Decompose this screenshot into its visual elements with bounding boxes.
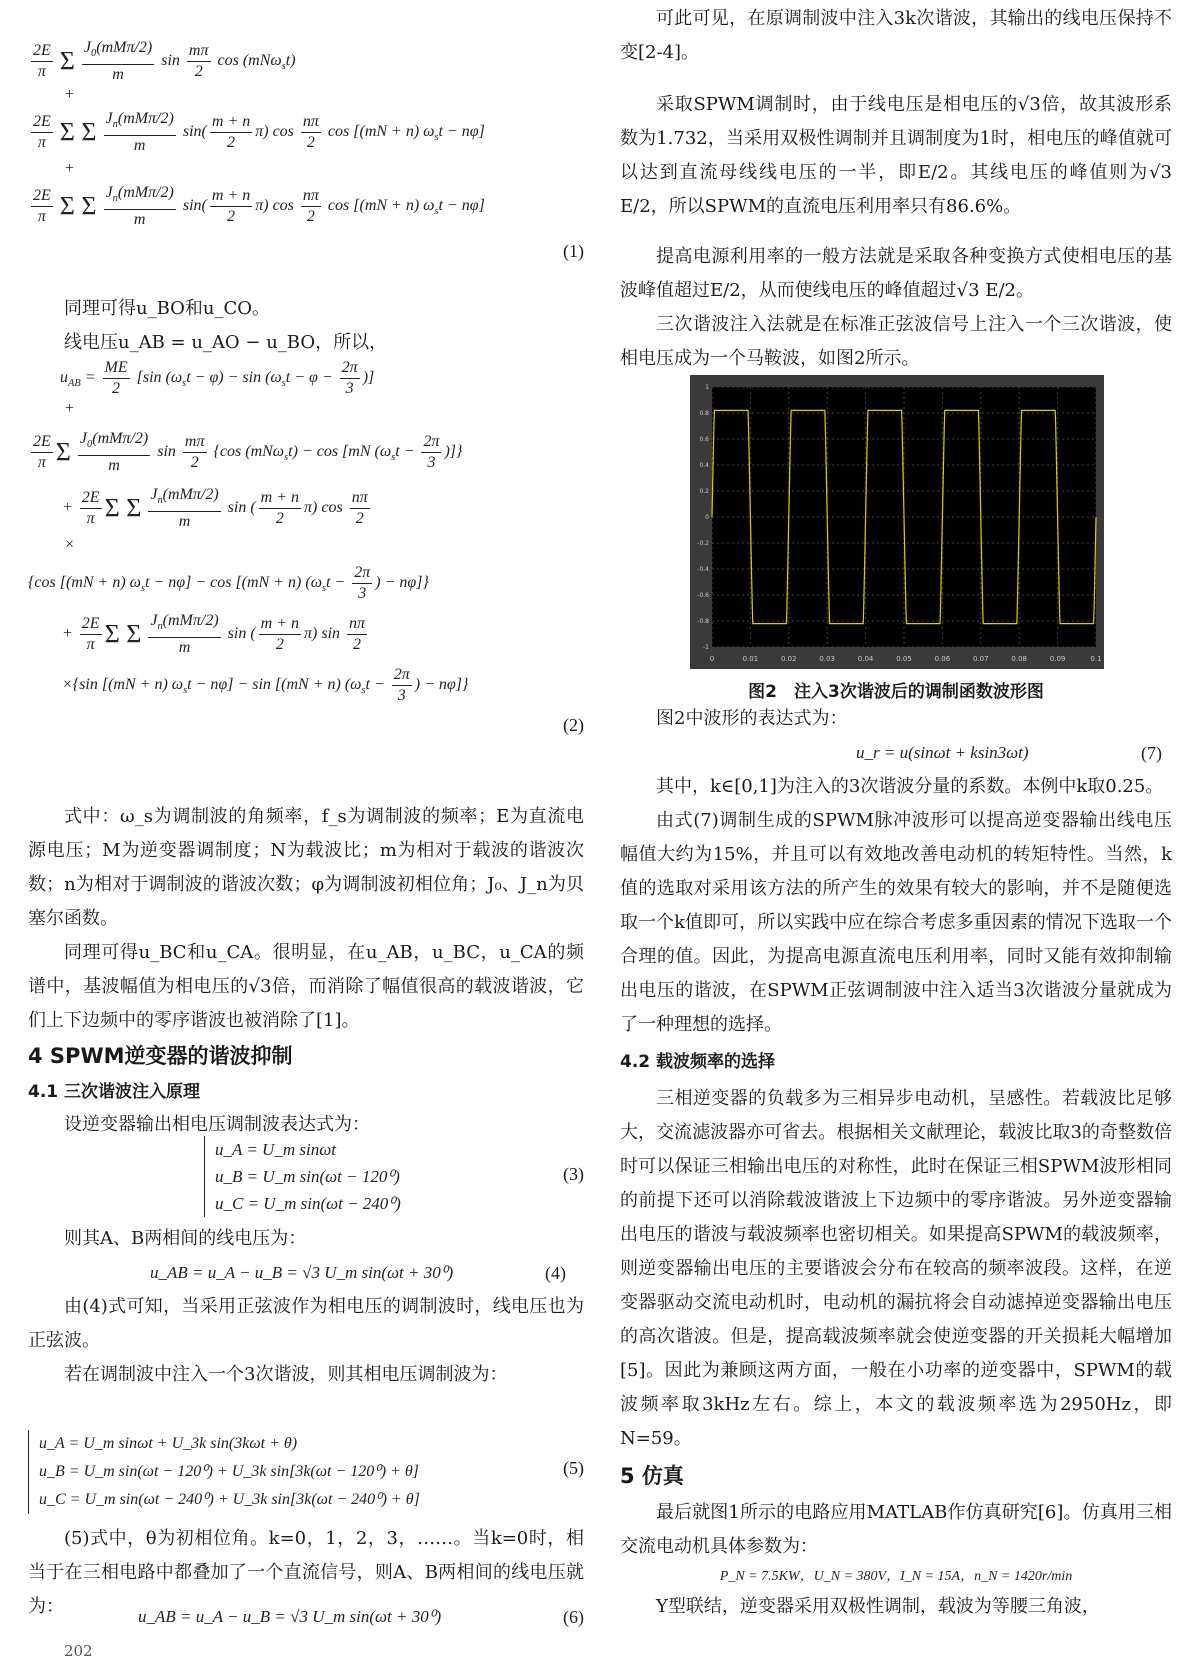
paragraph: (5)式中，θ为初相位角。k=0，1，2，3，……。当k=0时，相当于在三相电路中都叠加了一个直流信号，则A、B两相间的线电压就为： bbox=[28, 1528, 584, 1617]
paragraph: 最后就图1所示的电路应用MATLAB作仿真研究[6]。仿真用三相交流电动机具体参数为： bbox=[620, 1502, 1172, 1557]
section-heading: 4 SPWM逆变器的谐波抑制 bbox=[28, 1044, 293, 1068]
equation-body: u_AB = u_A − u_B = √3 U_m sin(ωt + 30⁰) bbox=[138, 1607, 442, 1626]
equation-line: u_C = U_m sin(ωt − 240⁰) + U_3k sin[3k(ωt − 240⁰) + θ] bbox=[39, 1491, 420, 1508]
equation-1: $\frac{2E}{\pi}$ Σ $\frac{J_0(mM\pi/2)}{m}$ sin $\frac{m\pi}{2}$ cos (mNω$_s$t) + $\frac{2E}{\pi}$ Σ Σ $\frac{J_n(mM\pi/2)}{m}$ sin( $\frac{m + n}{2}$ π) cos $\frac{n\pi}{2}$ cos [(mN + n) $\omega_st - n\varphi$] + $\frac{2E}{\pi}$ Σ Σ $\frac{J_n(mM\pi/2)}{m}$ sin( $\frac{m + n}{2}$ π) cos $\frac{n\pi}{2}$ cos [(mN + n) $\omega_st - n\varphi$] (1) bbox=[28, 36, 584, 268]
x-tick-label: 0.07 bbox=[973, 655, 989, 663]
paragraph: 提高电源利用率的一般方法就是采取各种变换方式使相电压的基波峰值超过E/2，从而使线电压的峰值超过√3 E/2。 bbox=[620, 246, 1172, 301]
figure-caption: 图2 注入3次谐波后的调制函数波形图 bbox=[748, 682, 1044, 702]
paragraph: 同理可得u_BC和u_CA。很明显，在u_AB，u_BC，u_CA的频谱中，基波幅值为相电压的√3倍，而消除了幅值很高的载波谐波，它们上下边频中的零序谐波也被消除了[1]。 bbox=[28, 942, 584, 1031]
y-tick-label: -0.8 bbox=[697, 618, 709, 625]
right-column-lower bbox=[620, 702, 1172, 1624]
paragraph: 可此可见，在原调制波中注入3k次谐波，其输出的线电压保持不变[2-4]。 bbox=[620, 8, 1172, 63]
equation-5 bbox=[28, 1430, 584, 1514]
paragraph: 由式(7)调制生成的SPWM脉冲波形可以提高逆变器输出线电压幅值大约为15%，并且可以有效地改善电动机的转矩特性。当然，k值的选取对采用该方法的所产生的效果有较大的影响，并不是随便选取一个k值即可，所以实践中应在综合考虑多重因素的情况下选取一个合理的值。因此，为提高电源直流电压利用率，同时又能有效抑制输出电压的谐波，在SPWM正弦调制波中注入适当3次谐波分量就成为了一种理想的选择。 bbox=[620, 810, 1172, 1035]
y-tick-label: -0.2 bbox=[697, 540, 709, 547]
equation-3 bbox=[204, 1136, 584, 1217]
paragraph: 三相逆变器的负载多为三相异步电动机，呈感性。若载波比足够大，交流滤波器亦可省去。根据相关文献理论，载波比取3的奇整数倍时可以保证三相输出电压的对称性，此时在保证三相SPWM波形相同的前提下还可以消除载波谐波上下边频中的零序谐波。另外逆变器输出电压的谐波与载波频率也密切相关。如果提高SPWM的载波频率，则逆变器输出电压的主要谐波会分布在较高的频率波段。这样，在逆变器驱动交流电动机时，电动机的漏抗将会自动滤掉逆变器输出电压的高次谐波。但是，提高载波频率就会使逆变器的开关损耗大幅增加[5]。因此为兼顾这两方面，一般在小功率的逆变器中，SPWM的载波频率取3kHz左右。综上，本文的载波频率选为2950Hz，即N=59。 bbox=[620, 1088, 1172, 1449]
y-tick-label: -1 bbox=[703, 644, 709, 651]
paragraph: 其中，k∈[0,1]为注入的3次谐波分量的系数。本例中k取0.25。 bbox=[656, 776, 1164, 797]
x-tick-label: 0.04 bbox=[857, 655, 874, 663]
paragraph: 图2中波形的表达式为： bbox=[656, 708, 848, 729]
equation-number: (6) bbox=[563, 1607, 584, 1627]
chart-svg bbox=[690, 375, 1104, 669]
equation-number: (7) bbox=[1141, 743, 1162, 763]
y-tick-label: 0.8 bbox=[699, 410, 709, 417]
equation-line: u_B = U_m sin(ωt − 120⁰) + U_3k sin[3k(ωt − 120⁰) + θ] bbox=[39, 1463, 419, 1480]
figure-2-chart bbox=[690, 375, 1104, 669]
equation-number: (4) bbox=[545, 1263, 566, 1283]
x-tick-label: 0.06 bbox=[934, 655, 951, 663]
x-tick-label: 0.01 bbox=[742, 655, 759, 663]
motor-params: P_N = 7.5KW，U_N = 380V，I_N = 15A，n_N = 1420r/min bbox=[719, 1569, 1073, 1584]
y-tick-label: 0.2 bbox=[699, 488, 709, 495]
x-tick-label: 0.09 bbox=[1049, 655, 1066, 663]
paragraph: 同理可得u_BO和u_CO。 bbox=[64, 298, 271, 319]
equation-number: (3) bbox=[563, 1164, 584, 1184]
paragraph: 设逆变器输出相电压调制波表达式为： bbox=[64, 1114, 370, 1135]
x-tick-label: 0.02 bbox=[781, 655, 797, 663]
y-tick-label: 0 bbox=[705, 514, 709, 521]
paragraph: 由(4)式可知，当采用正弦波作为相电压的调制波时，线电压也为正弦波。 bbox=[28, 1296, 584, 1351]
paragraph: 线电压u_AB = u_AO − u_BO，所以， bbox=[64, 332, 388, 353]
x-tick-label: 0.08 bbox=[1011, 655, 1027, 663]
section-heading: 5 仿真 bbox=[620, 1464, 684, 1488]
page-number: 202 bbox=[64, 1642, 93, 1660]
equation-4 bbox=[28, 1256, 584, 1290]
y-tick-label: 0.4 bbox=[699, 462, 709, 469]
x-tick-label: 0.05 bbox=[896, 655, 912, 663]
paragraph: Y型联结，逆变器采用双极性调制，载波为等腰三角波， bbox=[656, 1596, 1100, 1617]
paragraph: 则其A、B两相间的线电压为： bbox=[64, 1228, 307, 1249]
subsection-heading: 4.2 载波频率的选择 bbox=[620, 1052, 776, 1072]
x-tick-label: 0 bbox=[709, 655, 715, 663]
equation-line: u_A = U_m sinωt + U_3k sin(3kωt + θ) bbox=[39, 1435, 298, 1452]
equation-line: u_C = U_m sin(ωt − 240⁰) bbox=[215, 1194, 401, 1213]
paragraph: 式中：ω_s为调制波的角频率，f_s为调制波的频率；E为直流电源电压；M为逆变器调制度；N为载波比；m为相对于载波的谐波次数；n为相对于调制波的谐波次数；φ为调制波初相位角；J₀、J_n为贝塞尔函数。 bbox=[28, 806, 584, 929]
y-tick-label: -0.4 bbox=[697, 566, 709, 573]
subsection-heading: 4.1 三次谐波注入原理 bbox=[28, 1082, 201, 1102]
equation-line: u_A = U_m sinωt bbox=[215, 1140, 336, 1159]
equation-7 bbox=[620, 736, 1172, 770]
y-tick-label: 0.6 bbox=[699, 436, 709, 443]
equation-number: (1) bbox=[563, 241, 584, 261]
x-tick-label: 0.1 bbox=[1090, 655, 1102, 663]
y-tick-label: -0.6 bbox=[697, 592, 709, 599]
x-tick-label: 0.03 bbox=[819, 655, 835, 663]
equation-body: u_r = u(sinωt + ksin3ωt) bbox=[856, 743, 1029, 762]
equation-line: u_B = U_m sin(ωt − 120⁰) bbox=[215, 1167, 400, 1186]
paragraph: 若在调制波中注入一个3次谐波，则其相电压调制波为： bbox=[64, 1364, 508, 1385]
equation-body: u_AB = u_A − u_B = √3 U_m sin(ωt + 30⁰) bbox=[150, 1263, 454, 1282]
equation-6 bbox=[28, 1600, 584, 1634]
paragraph: 三次谐波注入法就是在标准正弦波信号上注入一个三次谐波，使相电压成为一个马鞍波，如图2所示。 bbox=[620, 314, 1172, 369]
equation-number: (2) bbox=[563, 715, 584, 735]
equation-number: (5) bbox=[563, 1458, 584, 1478]
y-tick-label: 1 bbox=[705, 384, 709, 391]
paragraph: 采取SPWM调制时，由于线电压是相电压的√3倍，故其波形系数为1.732，当采用双极性调制并且调制度为1时，相电压的峰值就可以达到直流母线线电压的一半，即E/2。其线电压的峰值则为√3 E/2，所以SPWM的直流电压利用率只有86.6%。 bbox=[620, 94, 1172, 217]
equation-2: $u_{AB}$ = $\frac{ME}{2}$ [sin $(\omega_st - \varphi) - \sin (\omega_st - \varphi$ − $\frac{2\pi}{3}$ )] + $\frac{2E}{\pi}$ Σ $\frac{J_0(mM\pi/2)}{m}$ sin $\frac{m\pi}{2}$ {cos (mNω$_s$t) − cos [mN ($\omega_st$ − $\frac{2\pi}{3}$ )]} + $\frac{2E}{\pi}$ Σ Σ $\frac{J_n(mM\pi/2)}{m}$ sin ( $\frac{m + n}{2}$ π) cos $\frac{n\pi}{2}$ × {cos [(mN + n) $\omega_st - n\varphi] - \cos [(mN + n) (\omega_st$ − $\frac{2\pi}{3}$ ) − nφ]} + $\frac{2E}{\pi}$ Σ Σ $\frac{J_n(mM\pi/2)}{m}$ sin ( $\frac{m + n}{2}$ π) sin $\frac{n\pi}{2}$ ×{sin [(mN + n) $\omega_st - n\varphi] - \sin [(mN + n) (\omega_st$ − $\frac{2\pi}{3}$ ) − nφ]} (2) bbox=[28, 356, 584, 742]
